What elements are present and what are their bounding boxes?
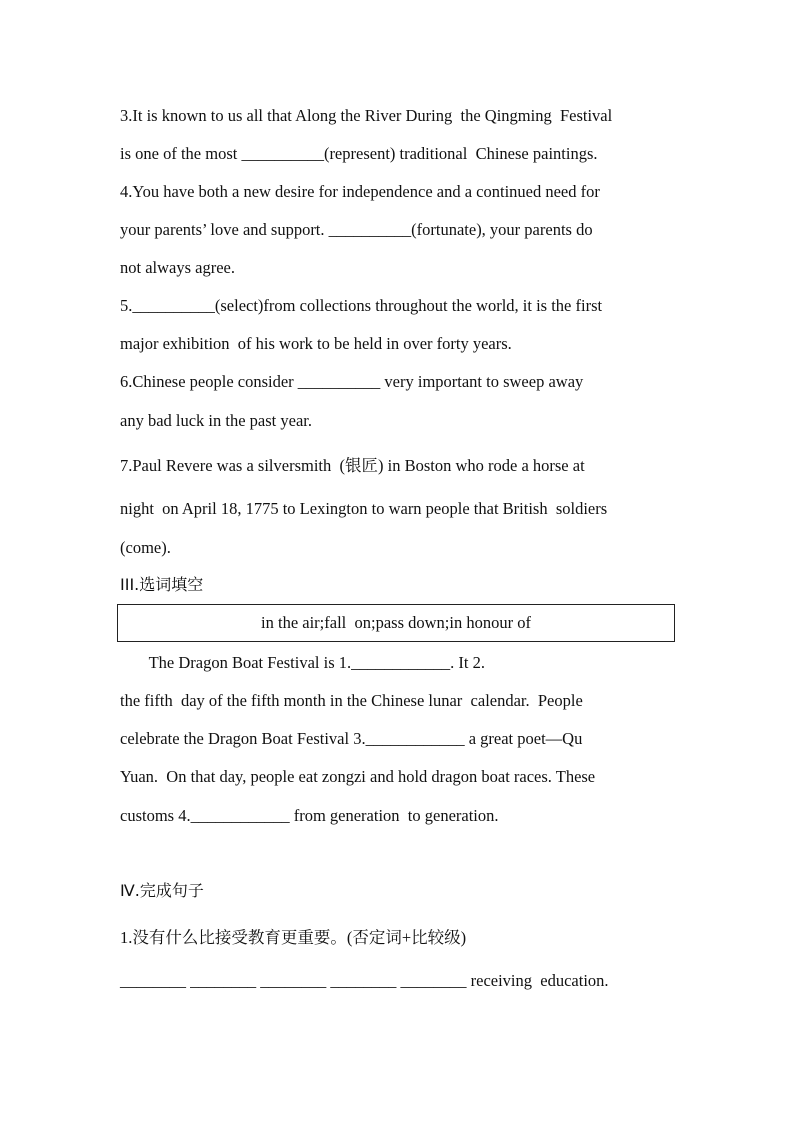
q7-line-3: (come). <box>120 538 171 557</box>
passage-line-4: Yuan. On that day, people eat zongzi and hold dragon boat races. These <box>120 767 596 786</box>
q4-line-1: 4.You have both a new desire for independence and a continued need for <box>120 182 600 201</box>
word-bank-text: in the air;fall on;pass down;in honour of <box>261 613 531 632</box>
passage-line-5: customs 4.____________ from generation to generation. <box>120 806 499 825</box>
q5-line-2: major exhibition of his work to be held in over forty years. <box>120 334 512 353</box>
q4-line-3: not always agree. <box>120 258 235 277</box>
passage-line-3: celebrate the Dragon Boat Festival 3.____________ a great poet—Qu <box>120 729 583 748</box>
q7-line-2: night on April 18, 1775 to Lexington to warn people that British soldiers <box>120 499 608 518</box>
section-3-heading: III.选词填空 <box>120 575 204 594</box>
passage-line-2: the fifth day of the fifth month in the Chinese lunar calendar. People <box>120 691 583 710</box>
section-4-item-1: 1.没有什么比接受教育更重要。(否定词+比较级) <box>120 928 467 947</box>
q6-line-1: 6.Chinese people consider __________ very important to sweep away <box>120 372 584 391</box>
q4-line-2: your parents’ love and support. __________(fortunate), your parents do <box>120 220 593 239</box>
q7-line-1: 7.Paul Revere was a silversmith (银匠) in Boston who rode a horse at <box>120 456 585 475</box>
section-4-item-1-answer-line: ________ ________ ________ ________ ________ receiving education. <box>120 971 609 990</box>
q6-line-2: any bad luck in the past year. <box>120 411 312 430</box>
q3-line-1: 3.It is known to us all that Along the River During the Qingming Festival <box>120 106 613 125</box>
passage-line-1: The Dragon Boat Festival is 1.____________. It 2. <box>120 653 485 672</box>
word-bank-box <box>117 604 675 642</box>
q3-line-2: is one of the most __________(represent) traditional Chinese paintings. <box>120 144 598 163</box>
q5-line-1: 5.__________(select)from collections throughout the world, it is the first <box>120 296 603 315</box>
section-4-heading: Ⅳ.完成句子 <box>120 881 204 900</box>
